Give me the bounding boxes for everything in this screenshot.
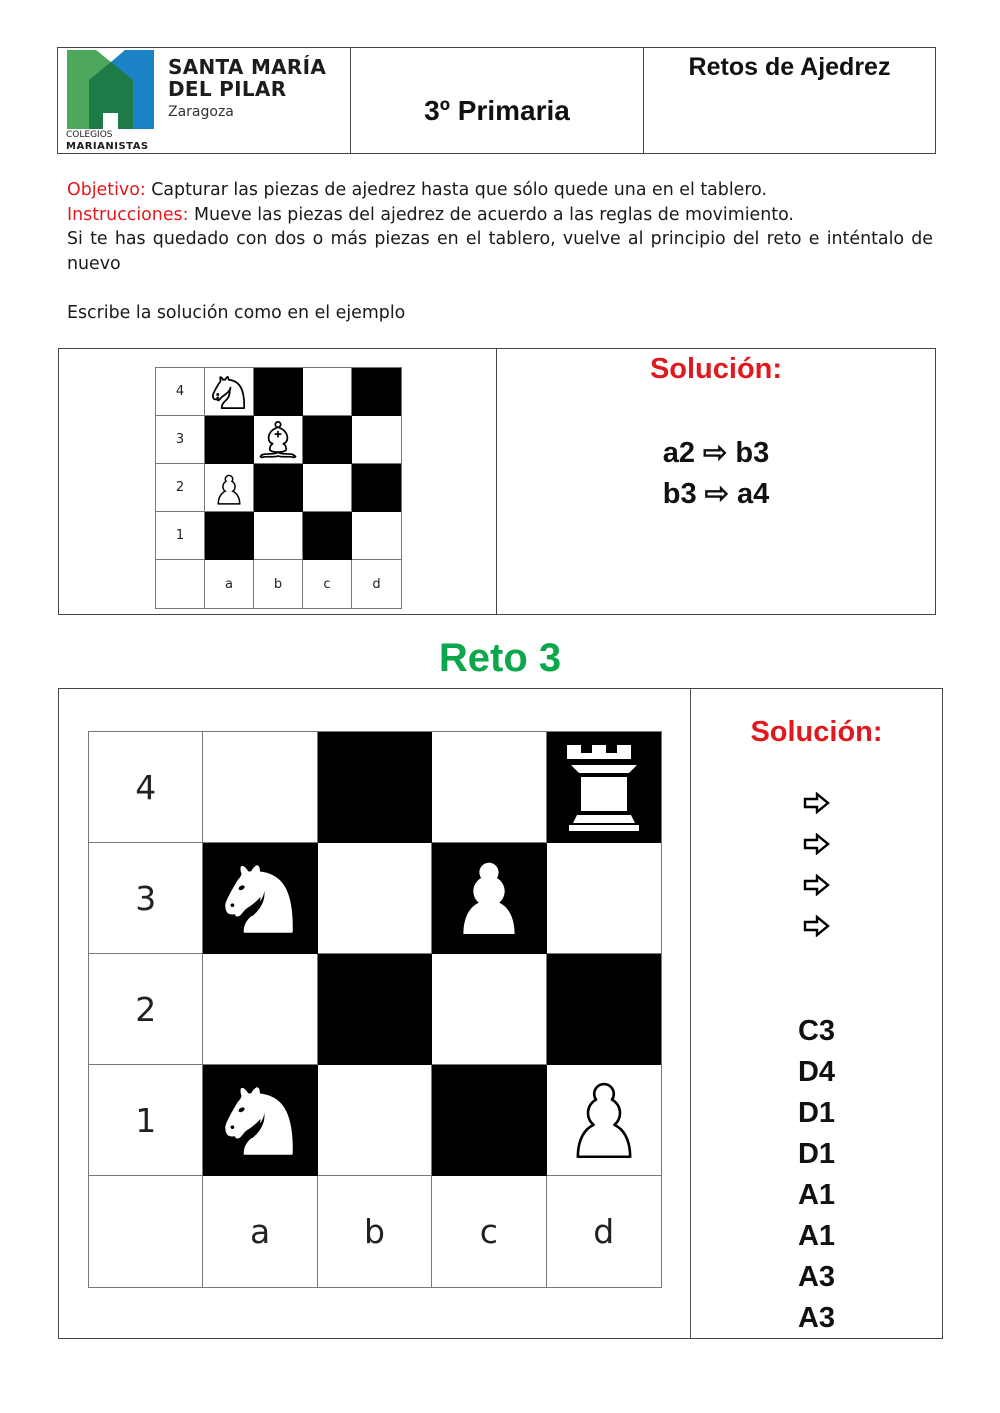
challenge-title: Reto 3 [438,636,562,680]
network-name-line2: MARIANISTAS [66,141,149,152]
square-d1[interactable] [547,1065,661,1176]
bishop-icon [254,416,302,464]
example-solution-title: Solución: [649,353,783,385]
arrow-right-icon [803,833,831,855]
school-city: Zaragoza [168,104,234,120]
file-label: b [318,1176,432,1287]
school-name [168,56,326,100]
square-a1[interactable] [205,512,254,560]
objective-label: Objetivo: [67,180,146,200]
square-c3[interactable] [303,416,352,464]
challenge-chessboard [88,731,662,1288]
knight-icon [207,370,251,414]
network-name-line1: COLEGIOS [66,130,113,140]
example-chessboard [155,367,402,609]
rank-label: 3 [89,843,203,954]
square-a2[interactable] [205,464,254,512]
answer-option[interactable]: A1 [797,1220,836,1252]
school-name-line2: DEL PILAR [168,77,287,101]
school-logo-icon [67,50,154,129]
retry-text: Si te has quedado con dos o más piezas en el tablero, vuelve al principio del reto e inténtalo de nuevo [67,229,933,274]
pawn-icon [453,850,525,946]
arrow-right-icon [803,874,831,896]
square-c4[interactable] [303,368,352,416]
school-name-line1: SANTA MARÍA [168,55,327,79]
example-move-1: a2 ⇨ b3 [662,437,770,469]
answer-option[interactable]: A3 [797,1261,836,1293]
square-c1[interactable] [432,1065,546,1176]
grade-cell [351,48,644,153]
objective-text: Capturar las piezas de ajedrez hasta que sólo quede una en el tablero. [145,180,768,200]
answer-option[interactable]: D1 [797,1097,836,1129]
pawn-icon [208,467,250,509]
challenge-solution-title: Solución: [750,716,883,748]
corner-cell [156,560,205,608]
rank-label: 2 [156,464,205,512]
instructions-text: Mueve las piezas del ajedrez de acuerdo a las reglas de movimiento. [188,204,794,225]
file-label: a [203,1176,317,1287]
file-label: d [352,560,401,608]
rank-label: 1 [156,512,205,560]
file-label: b [254,560,303,608]
example-prompt: Escribe la solución como en el ejemplo [67,302,406,323]
square-a2[interactable] [203,954,317,1065]
rank-label: 3 [156,416,205,464]
square-d3[interactable] [547,843,661,954]
rank-label: 4 [89,732,203,843]
square-b3[interactable] [318,843,432,954]
rank-label: 4 [156,368,205,416]
square-a3[interactable] [203,843,317,954]
square-c2[interactable] [432,954,546,1065]
instructions-label: Instrucciones: [67,204,189,225]
arrow-right-icon [803,915,831,937]
square-b2[interactable] [318,954,432,1065]
example-move-2: b3 ⇨ a4 [662,478,770,510]
answer-option[interactable]: C3 [797,1015,836,1047]
grade-label: 3º Primaria [424,95,570,126]
square-b3[interactable] [254,416,303,464]
square-c4[interactable] [432,732,546,843]
knight-icon [214,850,306,946]
square-d3[interactable] [352,416,401,464]
answer-options [691,1011,942,1339]
file-label: c [432,1176,546,1287]
answer-slot-4[interactable] [803,905,831,946]
square-a4[interactable] [203,732,317,843]
file-label: c [303,560,352,608]
worksheet-header [57,47,936,154]
square-d4[interactable] [352,368,401,416]
answer-option[interactable]: A1 [797,1179,836,1211]
square-b1[interactable] [318,1065,432,1176]
pawn-icon [566,1071,642,1169]
rank-label: 1 [89,1065,203,1176]
file-label: d [547,1176,661,1287]
objective-line [67,178,933,203]
square-d2[interactable] [352,464,401,512]
square-b4[interactable] [254,368,303,416]
square-c2[interactable] [303,464,352,512]
arrow-right-icon [803,792,831,814]
square-a4[interactable] [205,368,254,416]
answer-slots [691,782,942,946]
square-b4[interactable] [318,732,432,843]
challenge-solution-area [691,689,942,1338]
instructions-line [67,203,933,228]
file-label: a [205,560,254,608]
example-solution-area [497,349,935,614]
rook-icon [563,741,645,833]
rank-label: 2 [89,954,203,1065]
logo-cell [58,48,351,153]
square-d1[interactable] [352,512,401,560]
square-d2[interactable] [547,954,661,1065]
square-c1[interactable] [303,512,352,560]
answer-option[interactable]: D4 [797,1056,836,1088]
answer-slot-1[interactable] [803,782,831,823]
title-cell [644,48,935,153]
answer-option[interactable]: A3 [797,1302,836,1334]
answer-slot-2[interactable] [803,823,831,864]
square-a1[interactable] [203,1065,317,1176]
answer-slot-3[interactable] [803,864,831,905]
square-c3[interactable] [432,843,546,954]
square-d4[interactable] [547,732,661,843]
square-a3[interactable] [205,416,254,464]
example-moves [497,433,935,515]
worksheet-title: Retos de Ajedrez [688,53,891,81]
corner-cell [89,1176,203,1287]
square-b2[interactable] [254,464,303,512]
square-b1[interactable] [254,512,303,560]
knight-icon [214,1072,306,1168]
instructions-block [67,178,933,325]
answer-option[interactable]: D1 [797,1138,836,1170]
